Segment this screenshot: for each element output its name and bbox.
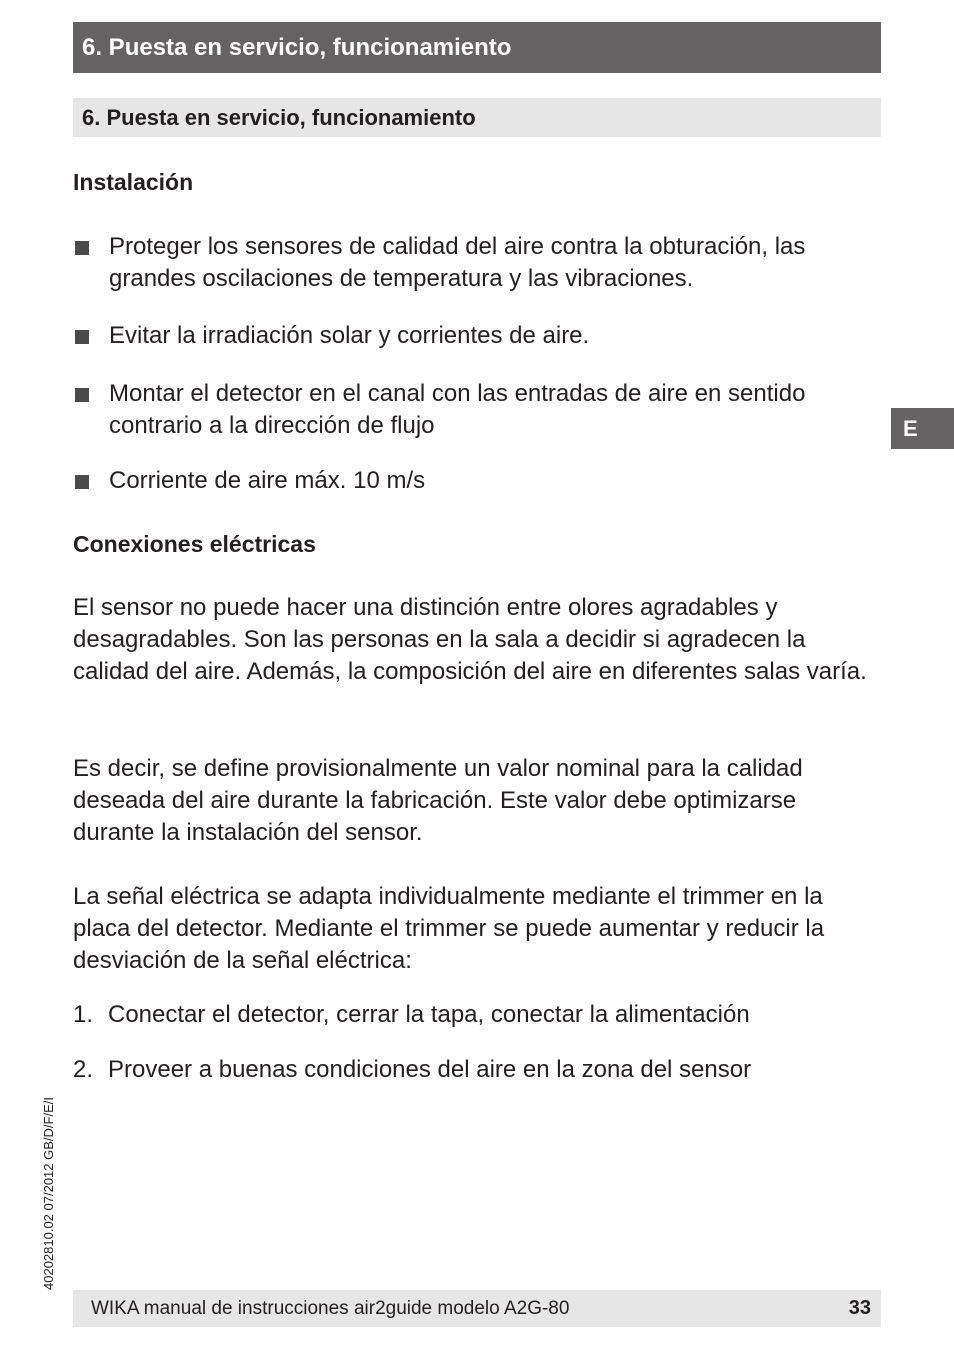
section-title: 6. Puesta en servicio, funcionamiento bbox=[82, 105, 476, 130]
chapter-header bbox=[73, 22, 881, 73]
document-code: 40202810.02 07/2012 GB/D/F/E/I bbox=[41, 1097, 56, 1290]
bullet-text: Montar el detector en el canal con las entradas de aire en sentido contrario a la dirección de flujo bbox=[109, 380, 806, 439]
step-text: Conectar el detector, cerrar la tapa, conectar la alimentación bbox=[108, 1001, 750, 1028]
electrical-paragraph: El sensor no puede hacer una distinción entre olores agradables y desagradables. Son las personas en la sala a decidir si agradecen la calidad del aire. Además, la composición del aire en diferentes salas varía. bbox=[73, 594, 867, 685]
bullet-square-icon bbox=[75, 475, 89, 489]
step-number: 1. bbox=[73, 1001, 94, 1028]
bullet-square-icon bbox=[75, 241, 89, 255]
section-header bbox=[73, 98, 881, 137]
language-tab bbox=[891, 408, 954, 449]
footer bbox=[73, 1290, 881, 1327]
chapter-title: 6. Puesta en servicio, funcionamiento bbox=[82, 34, 512, 61]
electrical-paragraph: La señal eléctrica se adapta individualmente mediante el trimmer en la placa del detector. Mediante el trimmer se puede aumentar y reducir la desviación de la señal eléctrica: bbox=[73, 883, 825, 974]
bullet-text: Proteger los sensores de calidad del aire contra la obturación, las grandes oscilaciones de temperatura y las vibraciones. bbox=[109, 233, 806, 292]
bullet-square-icon bbox=[75, 388, 89, 402]
bullet-square-icon bbox=[75, 330, 89, 344]
bullet-text: Corriente de aire máx. 10 m/s bbox=[109, 467, 426, 494]
electrical-paragraph: Es decir, se define provisionalmente un valor nominal para la calidad deseada del aire durante la fabricación. Este valor debe optimizarse durante la instalación del sensor. bbox=[73, 755, 803, 846]
footer-text: WIKA manual de instrucciones air2guide modelo A2G-80 bbox=[91, 1298, 570, 1319]
bullet-text: Evitar la irradiación solar y corrientes de aire. bbox=[109, 322, 590, 349]
page-number: 33 bbox=[848, 1297, 871, 1319]
electrical-heading: Conexiones eléctricas bbox=[73, 531, 316, 557]
step-text: Proveer a buenas condiciones del aire en la zona del sensor bbox=[108, 1056, 752, 1083]
installation-heading: Instalación bbox=[73, 169, 194, 195]
language-tab-label: E bbox=[903, 416, 918, 441]
step-number: 2. bbox=[73, 1056, 94, 1083]
